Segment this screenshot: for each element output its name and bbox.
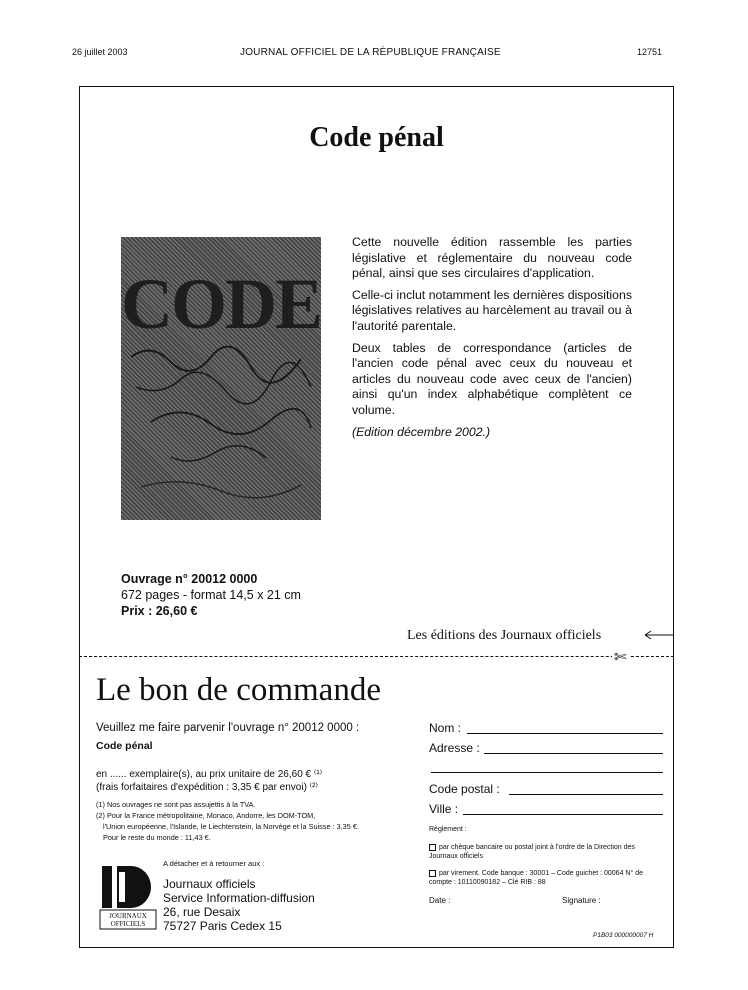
checkbox[interactable] [429, 870, 436, 877]
cover-handwriting-decoration [121, 237, 321, 520]
scissors-icon: ✄ [614, 649, 627, 666]
footnote: Pour le reste du monde : 11,43 €. [103, 833, 211, 842]
book-format: 672 pages - format 14,5 x 21 cm [121, 588, 301, 602]
reglement-label: Règlement : [429, 826, 467, 833]
description-paragraph: Deux tables de correspondance (articles de l'ancien code pénal avec ceux du nouveau et articles du nouveau code avec ceux de l'ancien) ainsi qu'un index alphabétique complètent ce volume. [352, 340, 632, 417]
adresse-field[interactable] [484, 753, 663, 754]
order-item-title: Code pénal [96, 740, 153, 752]
publisher-line: Les éditions des Journaux officiels [407, 628, 602, 643]
payment-option-label: par chèque bancaire ou postal joint à l'ordre de la Direction des Journaux officiels [429, 844, 635, 860]
return-instruction: A détacher et à retourner aux : [163, 859, 265, 868]
adresse-label: Adresse : [429, 741, 480, 755]
code-postal-field[interactable] [509, 794, 663, 795]
order-request-text: Veuillez me faire parvenir l'ouvrage n° 20012 0000 : [96, 722, 360, 734]
header-date: 26 juillet 2003 [72, 47, 128, 57]
nom-field[interactable] [467, 733, 663, 734]
payment-option-label: par virement. Code banque : 30001 – Code guichet : 00064 N° de compte : 10110090182 – Clé RIB : 88 [429, 870, 643, 886]
payment-option-cheque[interactable] [429, 843, 659, 861]
header-page-number: 12751 [636, 47, 662, 57]
logo-text-line: JOURNAUX [109, 912, 147, 920]
signature-label: Signature : [562, 896, 601, 905]
quantity-line: en ...... exemplaire(s), au prix unitaire de 26,60 € ⁽¹⁾ [96, 769, 323, 780]
address-line: 75727 Paris Cedex 15 [163, 919, 282, 933]
edition-note: (Edition décembre 2002.) [352, 424, 491, 439]
description-paragraph: Celle-ci inclut notamment les dernières dispositions législatives relatives au harcèlement au travail ou à l'autorité parentale. [352, 287, 632, 333]
ville-field[interactable] [463, 814, 663, 815]
cover-word: CODE [121, 264, 321, 344]
order-quantity [96, 768, 322, 794]
footnote: l'Union européenne, l'Islande, le Liechtenstein, la Norvège et la Suisse : 3,35 €. [103, 822, 359, 831]
date-label: Date : [429, 896, 451, 905]
address-line: Journaux officiels [163, 877, 256, 891]
cut-line [79, 656, 674, 657]
book-title: Code pénal [309, 122, 444, 153]
book-details [121, 571, 301, 619]
order-form-title: Le bon de commande [96, 672, 381, 708]
order-footnotes [96, 799, 359, 843]
arrow-left-icon [642, 629, 674, 641]
header-journal-title: JOURNAL OFFICIEL DE LA RÉPUBLIQUE FRANÇAISE [240, 47, 501, 58]
payment-option-virement[interactable] [429, 869, 659, 887]
nom-label: Nom : [429, 721, 462, 735]
code-postal-label: Code postal : [429, 782, 500, 796]
book-cover-image [121, 237, 321, 520]
ouvrage-number: Ouvrage n° 20012 0000 [121, 572, 258, 586]
logo-text-line: OFFICIELS [110, 920, 146, 928]
footnote: (1) Nos ouvrages ne sont pas assujettis à la TVA. [96, 800, 256, 809]
address-line: Service Information-diffusion [163, 891, 315, 905]
book-description [352, 235, 632, 446]
journaux-officiels-logo [99, 862, 157, 930]
footnote: (2) Pour la France métropolitaine, Monaco, Andorre, les DOM-TOM, [96, 811, 316, 820]
shipping-line: (frais forfaitaires d'expédition : 3,35 € par envoi) ⁽²⁾ [96, 782, 318, 793]
reference-code: P1B03 000000007 H [593, 932, 654, 939]
address-line: 26, rue Desaix [163, 905, 241, 919]
checkbox[interactable] [429, 844, 436, 851]
return-address [163, 877, 315, 933]
book-price: Prix : 26,60 € [121, 604, 198, 618]
description-paragraph: Cette nouvelle édition rassemble les parties législative et réglementaire du nouveau code pénal, ainsi que ses circulaires d'application. [352, 235, 632, 281]
ville-label: Ville : [429, 802, 459, 816]
adresse-field-line-2[interactable] [431, 772, 663, 773]
